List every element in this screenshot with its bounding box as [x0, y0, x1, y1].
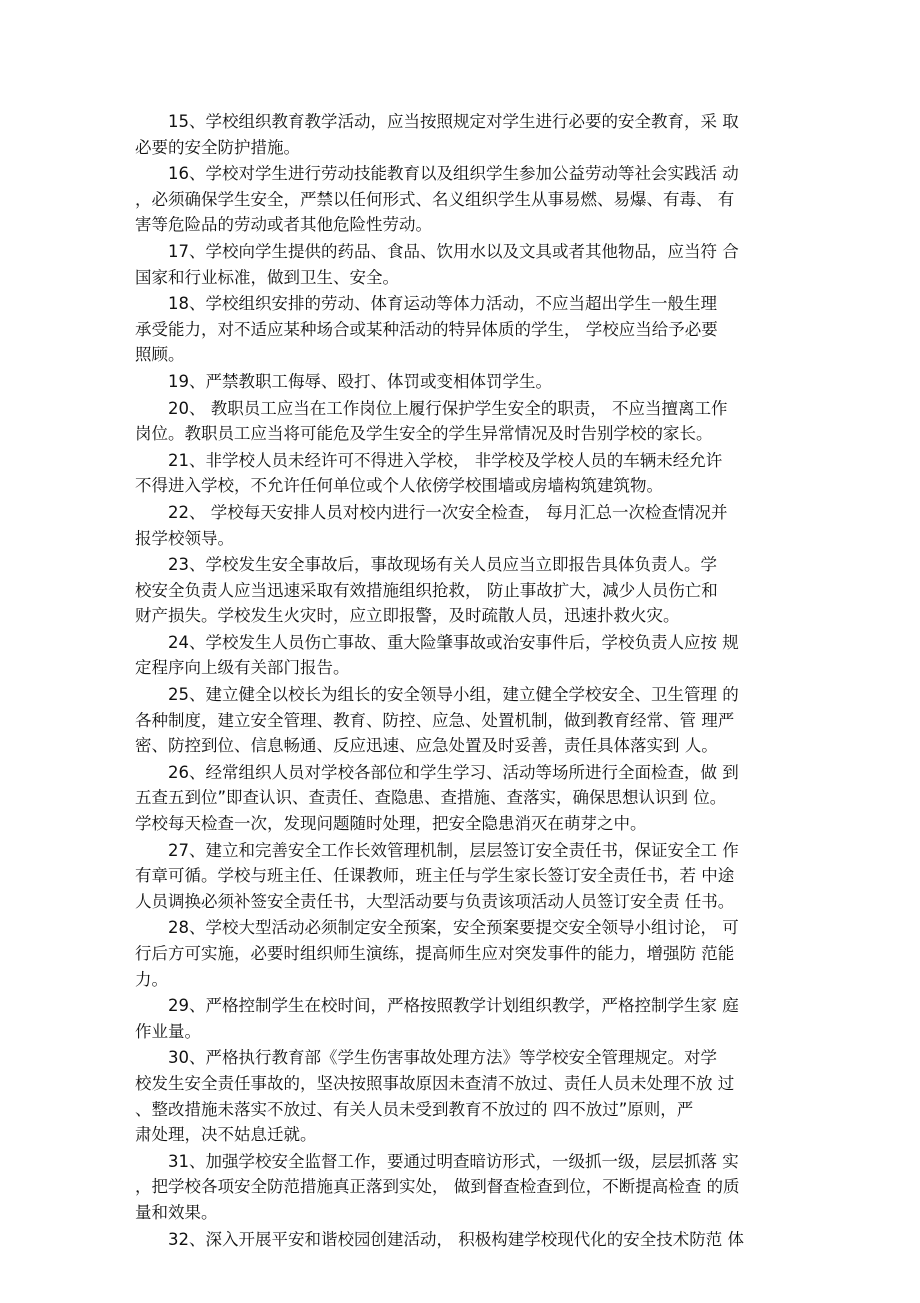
paragraph-first-line: 31、加强学校安全监督工作，要通过明查暗访形式，一级抓一级，层层抓落 实	[168, 1151, 739, 1171]
paragraph-first-line: 22、 学校每天安排人员对校内进行一次安全检查， 每月汇总一次检查情况并	[168, 502, 728, 522]
paragraph-16	[135, 161, 775, 238]
paragraph-25	[135, 682, 775, 759]
paragraph-first-line: 18、学校组织安排的劳动、体育运动等体力活动，不应当超出学生一般生理	[168, 294, 717, 314]
paragraph-first-line: 19、严禁教职工侮辱、殴打、体罚或变相体罚学生。	[168, 371, 552, 391]
paragraph-line: ，把学校各项安全防范措施真正落到实处， 做到督查检查到位，不断提高检查 的质	[135, 1177, 740, 1197]
document-body	[135, 109, 775, 1253]
paragraph-first-line: 25、建立健全以校长为组长的安全领导小组，建立健全学校安全、卫生管理 的	[168, 685, 739, 705]
paragraph-line: 力。	[135, 969, 168, 989]
paragraph-32	[135, 1227, 775, 1253]
paragraph-line: 校发生安全责任事故的，坚决按照事故原因未查清不放过、责任人员未处理不放 过	[135, 1073, 735, 1093]
paragraph-first-line: 27、建立和完善安全工作长效管理机制，层层签订安全责任书，保证安全工 作	[168, 840, 739, 860]
paragraph-line: 各种制度，建立安全管理、教育、防控、应急、处置机制，做到教育经常、管 理严	[135, 710, 735, 730]
paragraph-first-line: 15、学校组织教育教学活动，应当按照规定对学生进行必要的安全教育，采 取	[168, 112, 739, 131]
paragraph-first-line: 30、严格执行教育部《学生伤害事故处理方法》等学校安全管理规定。对学	[168, 1048, 717, 1068]
paragraph-line: 定程序向上级有关部门报告。	[135, 658, 350, 678]
paragraph-line: 量和效果。	[135, 1202, 218, 1222]
paragraph-15	[135, 109, 775, 160]
paragraph-line: 报学校领导。	[135, 528, 234, 548]
paragraph-first-line: 26、经常组织人员对学校各部位和学生学习、活动等场所进行全面检查，做 到	[168, 762, 739, 782]
paragraph-line: 作业量。	[135, 1021, 201, 1041]
paragraph-line: 、整改措施未落实不放过、有关人员未受到教育不放过的 四不放过”原则，严	[135, 1099, 694, 1119]
paragraph-line: 照顾。	[135, 345, 185, 365]
paragraph-line: 有章可循。学校与班主任、任课教师，班主任与学生家长签订安全责任书，若 中途	[135, 866, 735, 886]
paragraph-first-line: 17、学校向学生提供的药品、食品、饮用水以及文具或者其他物品，应当符 合	[168, 241, 739, 261]
paragraph-20	[135, 396, 775, 447]
paragraph-line: 财产损失。学校发生火灾时，应立即报警，及时疏散人员，迅速扑救火灾。	[135, 606, 680, 626]
paragraph-first-line: 16、学校对学生进行劳动技能教育以及组织学生参加公益劳动等社会实践活 动	[168, 164, 739, 184]
paragraph-first-line: 23、学校发生安全事故后，事故现场有关人员应当立即报告具体负责人。学	[168, 555, 717, 575]
paragraph-line: 害等危险品的劳动或者其他危险性劳动。	[135, 215, 432, 235]
paragraph-21	[135, 448, 775, 499]
paragraph-line: 岗位。教职员工应当将可能危及学生安全的学生异常情况及时告别学校的家长。	[135, 424, 713, 444]
paragraph-23	[135, 552, 775, 629]
paragraph-line: 承受能力，对不适应某种场合或某种活动的特异体质的学生， 学校应当给予必要	[135, 319, 718, 339]
paragraph-line: 行后方可实施，必要时组织师生演练，提高师生应对突发事件的能力，增强防 范能	[135, 944, 735, 963]
paragraph-19	[135, 369, 775, 395]
paragraph-line: 必要的安全防护措施。	[135, 137, 300, 157]
paragraph-27	[135, 838, 775, 915]
paragraph-17	[135, 239, 775, 290]
paragraph-first-line: 20、 教职员工应当在工作岗位上履行保护学生安全的职责， 不应当擅离工作	[168, 398, 728, 418]
paragraph-line: 不得进入学校，不允许任何单位或个人依傍学校围墙或房墙构筑建筑物。	[135, 476, 663, 496]
paragraph-26	[135, 760, 775, 837]
paragraph-first-line: 24、学校发生人员伤亡事故、重大险肇事故或治安事件后，学校负责人应按 规	[168, 632, 739, 652]
paragraph-line: 学校每天检查一次，发现问题随时处理，把安全隐患消灭在萌芽之中。	[135, 814, 647, 834]
paragraph-line: 密、防控到位、信息畅通、反应迅速、应急处置及时妥善，责任具体落实到 人。	[135, 736, 718, 756]
paragraph-first-line: 28、学校大型活动必须制定安全预案，安全预案要提交安全领导小组讨论， 可	[168, 918, 739, 938]
paragraph-line: ，必须确保学生安全，严禁以任何形式、名义组织学生从事易燃、易爆、有毒、 有	[135, 189, 735, 209]
paragraph-line: 肃处理，决不姑息迁就。	[135, 1125, 317, 1145]
paragraph-line: 五查五到位”即查认识、查责任、查隐患、查措施、查落实，确保思想认识到 位。	[135, 788, 727, 808]
paragraph-first-line: 32、深入开展平安和谐校园创建活动， 积极构建学校现代化的安全技术防范 体	[168, 1229, 744, 1249]
paragraph-line: 校安全负责人应当迅速采取有效措施组织抢救， 防止事故扩大，减少人员伤亡和	[135, 580, 718, 600]
paragraph-line: 国家和行业标准，做到卫生、安全。	[135, 267, 399, 287]
paragraph-line: 人员调换必须补签安全责任书，大型活动要与负责该项活动人员签订安全责 任书。	[135, 891, 735, 911]
paragraph-29	[135, 993, 775, 1044]
paragraph-24	[135, 630, 775, 681]
paragraph-30	[135, 1045, 775, 1147]
paragraph-first-line: 29、严格控制学生在校时间，严格按照教学计划组织教学，严格控制学生家 庭	[168, 996, 739, 1016]
paragraph-28	[135, 915, 775, 992]
paragraph-first-line: 21、非学校人员未经许可不得进入学校， 非学校及学校人员的车辆未经允许	[168, 450, 723, 470]
paragraph-18	[135, 291, 775, 368]
paragraph-31	[135, 1149, 775, 1226]
paragraph-22	[135, 500, 775, 551]
